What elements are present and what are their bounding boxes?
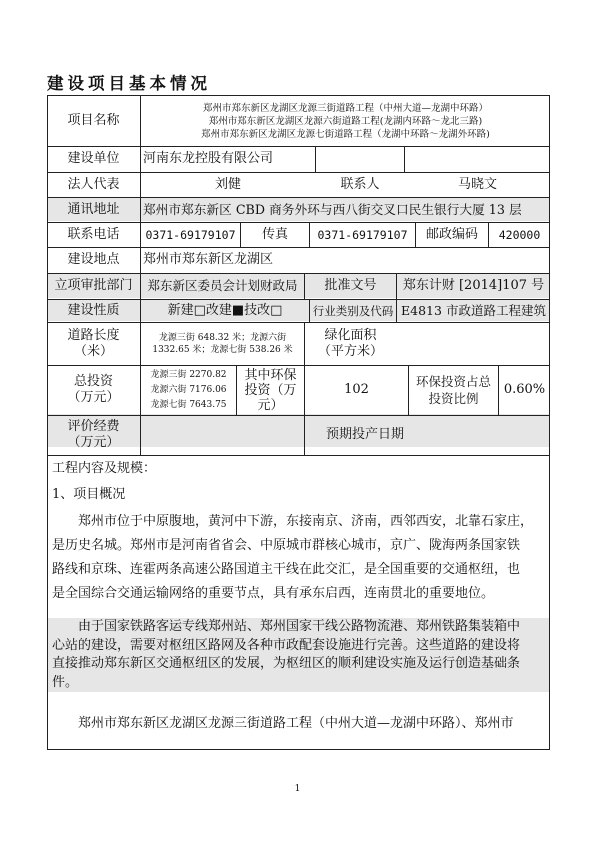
- project-name-line: 郑州市郑东新区龙湖区龙源七街道路工程（龙湖中环路～龙湖外环路): [201, 128, 490, 140]
- contact-value: 马晓文: [457, 176, 497, 192]
- paragraph-line: 由于国家铁路客运专线郑州站、郑州国家干线公路物流港、郑州铁路集装箱中: [78, 619, 521, 634]
- investment-label-line: （万元）: [67, 390, 120, 405]
- length-value-line: 龙源三街 648.32 米；龙源六街: [158, 332, 287, 343]
- address-value: 郑州市郑东新区 CBD 商务外环与西八街交叉口民生银行大厦 13 层: [143, 201, 522, 217]
- investment-value-line: 龙源三街 2270.82: [150, 369, 227, 380]
- location-value: 郑州市郑东新区龙湖区: [143, 252, 274, 267]
- approval-label: 立项审批部门: [54, 278, 133, 293]
- approval-doc-value: 郑东计财 [2014]107 号: [402, 278, 545, 293]
- fax-label: 传真: [261, 226, 288, 242]
- length-label-line: 道路长度: [67, 327, 120, 343]
- investment-value-line: 龙源七街 7643.75: [150, 399, 227, 410]
- commissioning-date-label: 预期投产日期: [325, 427, 404, 442]
- env-ratio-label-line: 环保投资占总: [415, 374, 491, 389]
- unit-value: 河南东龙控股有限公司: [143, 151, 274, 166]
- env-investment-value: 102: [344, 382, 369, 397]
- length-label: [47, 322, 140, 365]
- paragraph-3: [52, 712, 546, 736]
- investment-label-line: 总投资: [73, 374, 113, 389]
- paragraph-line: 直接推动郑东新区交通枢纽区的发展，为枢纽区的顺利建设实施及运行创造基础条: [52, 656, 521, 671]
- investment-label: [47, 365, 140, 415]
- unit-label: 建设单位: [67, 151, 120, 166]
- env-ratio-label: [409, 365, 498, 415]
- approval-doc-label: 批准文号: [324, 278, 377, 293]
- paragraph-line: 郑州市郑东新区龙湖区龙源三街道路工程（中州大道—龙湖中环路）、郑州市: [78, 716, 514, 731]
- industry-value: E4813 市政道路工程建筑: [401, 302, 546, 318]
- zip-label: 邮政编码: [425, 226, 478, 242]
- paragraph-line: 件。: [52, 674, 79, 690]
- nature-label: 建设性质: [67, 302, 120, 318]
- fee-label-line: （万元）: [67, 435, 120, 450]
- content-heading: 工程内容及规模：: [52, 461, 157, 476]
- paragraph-1: [52, 510, 546, 606]
- paragraph-line: 郑州市位于中原腹地，黄河中下游，东接南京、济南，西邻西安，北靠石家庄，: [78, 514, 534, 529]
- green-area-label-line: 绿化面积: [324, 327, 377, 343]
- project-name-label: 项目名称: [67, 112, 120, 128]
- row-divider: [47, 455, 550, 456]
- page-number: 1: [294, 784, 301, 794]
- page-title: 建设项目基本情况: [47, 74, 211, 93]
- contact-label: 联系人: [340, 176, 380, 192]
- address-label: 通讯地址: [67, 201, 120, 217]
- paragraph-2: [52, 618, 546, 692]
- length-value-line: 1332.65 米；龙源七街 538.26 米: [152, 344, 293, 355]
- green-area-label-line: （平方米）: [317, 343, 383, 359]
- fee-label-line: 评价经费: [67, 419, 120, 434]
- paragraph-line: 是全国综合交通运输网络的重要节点，具有承东启西，连南贯北的重要地位。: [52, 586, 495, 601]
- phone-value: 0371-69179107: [145, 227, 236, 242]
- fee-label: [47, 415, 140, 455]
- location-label: 建设地点: [67, 252, 120, 267]
- paragraph-line: 路线和京珠、连霍两条高速公路国道主干线在此交汇，是全国重要的交通枢纽，也: [52, 562, 521, 577]
- zip-value: 420000: [498, 227, 541, 242]
- fax-value: 0371-69179107: [317, 227, 408, 242]
- project-name-line: 郑州市郑东新区龙湖区龙源六街道路工程(龙湖内环路～龙北三路): [208, 115, 483, 127]
- nature-value: 新建□改建■技改□: [167, 302, 283, 318]
- length-value: [141, 322, 304, 365]
- env-investment-label-line: 投资（万: [244, 382, 297, 398]
- paragraph-line: 是历史名城。郑州市是河南省省会、中原城市群核心城市，京广、陇海两条国家铁: [52, 538, 521, 553]
- env-ratio-value: 0.60%: [503, 382, 546, 397]
- industry-label: 行业类别及代码: [312, 303, 394, 318]
- env-ratio-label-line: 投资比例: [428, 391, 479, 406]
- paragraph-line: 心站的建设，需要对枢纽区路网及各种市政配套设施进行完善。这些道路的建设将: [52, 637, 521, 653]
- project-name-line: 郑州市郑东新区龙湖区龙源三街道路工程（中州大道—龙湖中环路）: [202, 102, 488, 114]
- investment-value-line: 龙源六街 7176.06: [150, 384, 227, 395]
- project-name-value: [141, 96, 550, 146]
- legal-label: 法人代表: [67, 176, 120, 192]
- env-investment-label-line: 其中环保: [244, 367, 297, 383]
- green-area-label: [305, 322, 396, 365]
- legal-value: 刘健: [214, 176, 241, 192]
- env-investment-label-line: 元）: [257, 397, 284, 413]
- section-heading: 1、项目概况: [52, 487, 126, 502]
- phone-label: 联系电话: [67, 226, 120, 242]
- approval-value: 郑东新区委员会计划财政局: [147, 278, 298, 293]
- investment-value: [141, 365, 236, 415]
- env-investment-label: [237, 365, 304, 415]
- length-label-line: （米）: [73, 343, 113, 359]
